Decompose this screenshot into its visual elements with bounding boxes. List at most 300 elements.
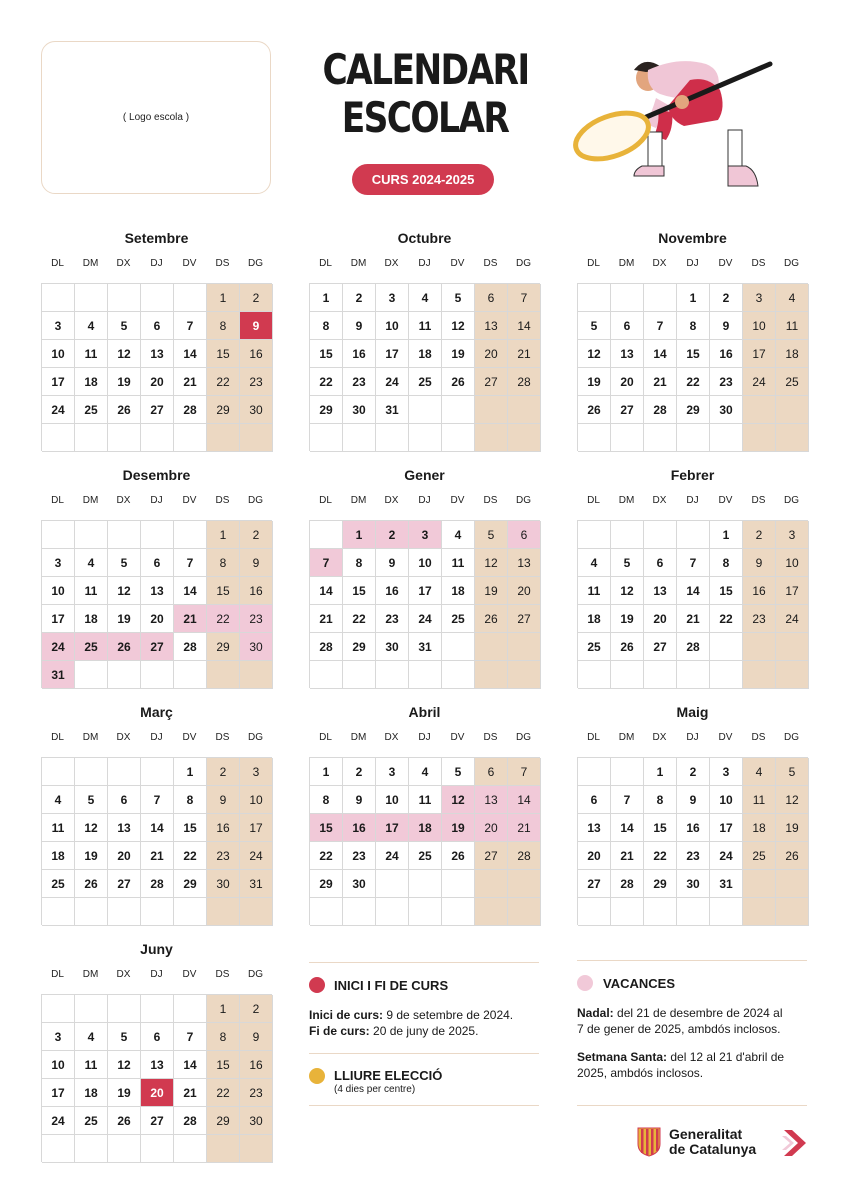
calendar-day: 16 [743, 577, 776, 605]
weekday-label: DL [319, 732, 332, 743]
calendar-empty-cell [240, 424, 273, 452]
weekday-label: DL [587, 495, 600, 506]
month-name: Novembre [658, 230, 727, 246]
calendar-day: 16 [240, 340, 273, 368]
calendar-day: 23 [240, 368, 273, 396]
calendar-empty-cell [578, 661, 611, 689]
calendar-day: 18 [75, 605, 108, 633]
calendar-empty-cell [743, 898, 776, 926]
calendar-day: 1 [310, 284, 343, 312]
calendar-day: 1 [207, 284, 240, 312]
calendar-day: 20 [475, 340, 508, 368]
calendar-day: 6 [108, 786, 141, 814]
calendar-day: 5 [475, 521, 508, 549]
calendar-day: 8 [207, 549, 240, 577]
title-line-2: ESCOLAR [341, 93, 509, 142]
calendar-day: 10 [240, 786, 273, 814]
calendar-empty-cell [310, 898, 343, 926]
calendar-day: 21 [508, 814, 541, 842]
weekday-label: DV [718, 732, 733, 743]
calendar-day: 1 [174, 758, 207, 786]
calendar-day: 30 [240, 1107, 273, 1135]
calendar-day: 6 [141, 1023, 174, 1051]
calendar-day: 11 [578, 577, 611, 605]
calendar-day: 10 [409, 549, 442, 577]
calendar-day: 20 [475, 814, 508, 842]
calendar-day: 17 [743, 340, 776, 368]
calendar-day: 10 [710, 786, 743, 814]
calendar-day: 25 [409, 842, 442, 870]
calendar-day: 9 [376, 549, 409, 577]
calendar-empty-cell [442, 424, 475, 452]
christmas-text [577, 1005, 812, 1037]
calendar-empty-cell [442, 661, 475, 689]
calendar-day: 2 [240, 284, 273, 312]
calendar-day: 1 [310, 758, 343, 786]
calendar-day: 16 [677, 814, 710, 842]
free-choice-dot-icon [309, 1068, 325, 1084]
calendar-day: 20 [508, 577, 541, 605]
calendar-day: 17 [376, 340, 409, 368]
calendar-day: 24 [710, 842, 743, 870]
calendar-day: 1 [207, 521, 240, 549]
calendar-day: 1 [710, 521, 743, 549]
calendar-day: 1 [677, 284, 710, 312]
calendar-day: 22 [310, 842, 343, 870]
calendar-day: 23 [343, 842, 376, 870]
month-name: Juny [140, 941, 173, 957]
calendar-day: 18 [743, 814, 776, 842]
calendar-day: 24 [376, 368, 409, 396]
calendar-day: 23 [240, 1079, 273, 1107]
calendar-day: 29 [310, 870, 343, 898]
calendar-day: 16 [207, 814, 240, 842]
calendar-day: 5 [578, 312, 611, 340]
calendar-day: 19 [108, 368, 141, 396]
calendar-empty-cell [108, 424, 141, 452]
weekday-label: DS [215, 732, 230, 743]
calendar-empty-cell [644, 521, 677, 549]
calendar-day: 22 [310, 368, 343, 396]
calendar-day: 12 [475, 549, 508, 577]
calendar-empty-cell [611, 424, 644, 452]
calendar-day: 30 [343, 870, 376, 898]
calendar-day: 29 [207, 633, 240, 661]
weekday-header [41, 731, 272, 745]
calendar-day: 26 [578, 396, 611, 424]
weekday-label: DS [751, 495, 766, 506]
generalitat-logo [637, 1127, 756, 1157]
weekday-label: DS [483, 495, 498, 506]
calendar-day: 17 [42, 605, 75, 633]
calendar-day: 2 [240, 521, 273, 549]
calendar-day: 29 [644, 870, 677, 898]
weekday-label: DV [182, 495, 197, 506]
calendar-empty-cell [75, 284, 108, 312]
calendar-day: 22 [343, 605, 376, 633]
month-calendar [309, 703, 540, 925]
weekday-label: DS [215, 258, 230, 269]
calendar-day: 5 [108, 312, 141, 340]
calendar-day: 27 [141, 633, 174, 661]
weekday-label: DG [784, 495, 799, 506]
weekday-label: DS [215, 969, 230, 980]
calendar-day: 6 [644, 549, 677, 577]
calendar-day: 20 [141, 605, 174, 633]
calendar-empty-cell [743, 870, 776, 898]
calendar-day: 24 [240, 842, 273, 870]
weekday-header [41, 494, 272, 508]
calendar-day: 13 [611, 340, 644, 368]
weekday-label: DM [82, 732, 99, 743]
calendar-day: 13 [141, 577, 174, 605]
calendar-empty-cell [776, 870, 809, 898]
weekday-label: DS [215, 495, 230, 506]
calendar-day: 15 [644, 814, 677, 842]
month-name: Maig [676, 704, 709, 720]
weekday-label: DS [751, 732, 766, 743]
month-calendar [41, 940, 272, 1162]
calendar-day: 9 [343, 786, 376, 814]
calendar-empty-cell [240, 898, 273, 926]
page-title [323, 46, 528, 142]
calendar-empty-cell [743, 661, 776, 689]
weekday-label: DV [182, 258, 197, 269]
weekday-header [41, 968, 272, 982]
christmas-value-1: del 21 de desembre de 2024 al [613, 1006, 783, 1020]
calendar-empty-cell [310, 661, 343, 689]
calendar-day: 10 [776, 549, 809, 577]
calendar-day: 19 [108, 1079, 141, 1107]
weekday-label: DS [483, 732, 498, 743]
calendar-day: 3 [240, 758, 273, 786]
calendar-day: 9 [677, 786, 710, 814]
calendar-empty-cell [207, 898, 240, 926]
calendar-day: 15 [677, 340, 710, 368]
calendar-day: 29 [174, 870, 207, 898]
calendar-day: 15 [207, 577, 240, 605]
weekday-label: DG [248, 495, 263, 506]
legend-divider [577, 960, 807, 961]
calendar-empty-cell [108, 758, 141, 786]
month-grid [577, 283, 808, 451]
calendar-day: 13 [108, 814, 141, 842]
calendar-day: 3 [42, 312, 75, 340]
calendar-day: 25 [776, 368, 809, 396]
weekday-label: DJ [418, 258, 431, 269]
calendar-day: 27 [578, 870, 611, 898]
calendar-day: 14 [141, 814, 174, 842]
calendar-day: 16 [240, 1051, 273, 1079]
school-logo-placeholder [41, 41, 271, 194]
start-end-dot-icon [309, 977, 325, 993]
calendar-day: 12 [611, 577, 644, 605]
weekday-label: DG [516, 258, 531, 269]
calendar-empty-cell [578, 284, 611, 312]
calendar-day: 2 [343, 758, 376, 786]
calendar-empty-cell [108, 898, 141, 926]
course-start-value: 9 de setembre de 2024. [383, 1008, 514, 1022]
calendar-day: 29 [310, 396, 343, 424]
vacation-dot-icon [577, 975, 593, 991]
calendar-day: 19 [75, 842, 108, 870]
calendar-empty-cell [611, 758, 644, 786]
calendar-empty-cell [141, 1135, 174, 1163]
calendar-day: 23 [677, 842, 710, 870]
month-calendar [309, 229, 540, 451]
calendar-day: 7 [174, 312, 207, 340]
calendar-empty-cell [75, 898, 108, 926]
weekday-label: DL [587, 732, 600, 743]
calendar-day: 20 [611, 368, 644, 396]
calendar-day: 24 [776, 605, 809, 633]
calendar-day: 13 [475, 786, 508, 814]
calendar-day: 25 [409, 368, 442, 396]
calendar-day: 25 [75, 396, 108, 424]
calendar-day: 4 [578, 549, 611, 577]
calendar-empty-cell [644, 284, 677, 312]
course-end-label: Fi de curs: [309, 1024, 370, 1038]
calendar-day: 17 [776, 577, 809, 605]
calendar-day: 18 [75, 368, 108, 396]
calendar-day: 12 [108, 577, 141, 605]
calendar-empty-cell [743, 396, 776, 424]
calendar-empty-cell [343, 424, 376, 452]
calendar-day: 13 [475, 312, 508, 340]
calendar-day: 9 [743, 549, 776, 577]
title-line-1: CALENDARI [322, 45, 529, 94]
weekday-label: DM [82, 495, 99, 506]
calendar-day: 30 [343, 396, 376, 424]
calendar-empty-cell [409, 396, 442, 424]
calendar-day: 22 [710, 605, 743, 633]
calendar-day: 27 [644, 633, 677, 661]
weekday-label: DX [384, 495, 399, 506]
calendar-day: 8 [677, 312, 710, 340]
calendar-empty-cell [611, 898, 644, 926]
course-badge: CURS 2024-2025 [352, 164, 494, 195]
calendar-empty-cell [75, 521, 108, 549]
calendar-day: 20 [578, 842, 611, 870]
legend-divider [577, 1105, 807, 1106]
calendar-day: 26 [442, 842, 475, 870]
calendar-day: 5 [75, 786, 108, 814]
calendar-day: 14 [644, 340, 677, 368]
weekday-header [309, 731, 540, 745]
calendar-empty-cell [174, 424, 207, 452]
calendar-empty-cell [376, 661, 409, 689]
weekday-label: DJ [686, 732, 699, 743]
calendar-day: 5 [776, 758, 809, 786]
weekday-label: DL [51, 258, 64, 269]
calendar-day: 30 [710, 396, 743, 424]
calendar-day: 3 [710, 758, 743, 786]
calendar-empty-cell [710, 633, 743, 661]
calendar-empty-cell [578, 898, 611, 926]
calendar-day: 23 [376, 605, 409, 633]
calendar-day: 22 [207, 368, 240, 396]
legend-divider [309, 962, 539, 963]
weekday-label: DS [751, 258, 766, 269]
calendar-empty-cell [776, 633, 809, 661]
calendar-empty-cell [310, 521, 343, 549]
month-grid [41, 283, 272, 451]
calendar-day: 10 [743, 312, 776, 340]
calendar-day: 25 [442, 605, 475, 633]
calendar-empty-cell [174, 898, 207, 926]
calendar-day: 8 [310, 312, 343, 340]
calendar-day: 18 [42, 842, 75, 870]
weekday-label: DX [116, 258, 131, 269]
calendar-empty-cell [475, 898, 508, 926]
calendar-day: 24 [42, 396, 75, 424]
calendar-day: 19 [611, 605, 644, 633]
weekday-label: DJ [418, 732, 431, 743]
month-calendar [41, 703, 272, 925]
calendar-day: 10 [376, 786, 409, 814]
calendar-day: 28 [677, 633, 710, 661]
calendar-empty-cell [75, 758, 108, 786]
calendar-empty-cell [108, 1135, 141, 1163]
calendar-day: 31 [710, 870, 743, 898]
weekday-label: DX [116, 732, 131, 743]
calendar-day: 10 [376, 312, 409, 340]
calendar-day: 8 [174, 786, 207, 814]
weekday-header [577, 731, 808, 745]
calendar-day: 7 [508, 284, 541, 312]
calendar-empty-cell [611, 521, 644, 549]
calendar-empty-cell [409, 870, 442, 898]
calendar-day: 3 [376, 284, 409, 312]
calendar-day: 30 [207, 870, 240, 898]
calendar-day: 24 [409, 605, 442, 633]
calendar-day: 15 [343, 577, 376, 605]
weekday-label: DG [784, 732, 799, 743]
month-name: Gener [404, 467, 445, 483]
calendar-day: 28 [174, 396, 207, 424]
calendar-day: 20 [141, 1079, 174, 1107]
month-name: Setembre [124, 230, 189, 246]
weekday-label: DS [483, 258, 498, 269]
month-grid [41, 994, 272, 1162]
calendar-day: 11 [409, 312, 442, 340]
calendar-day: 18 [442, 577, 475, 605]
weekday-label: DG [248, 969, 263, 980]
calendar-day: 1 [644, 758, 677, 786]
calendar-day: 12 [108, 1051, 141, 1079]
calendar-day: 22 [207, 605, 240, 633]
course-start-text [309, 1007, 513, 1023]
vacation-title: VACANCES [603, 976, 675, 991]
brand-line-2: de Catalunya [669, 1141, 757, 1157]
calendar-day: 23 [743, 605, 776, 633]
calendar-day: 18 [409, 814, 442, 842]
calendar-day: 29 [207, 1107, 240, 1135]
calendar-day: 28 [310, 633, 343, 661]
course-end-text [309, 1023, 478, 1039]
weekday-header [577, 257, 808, 271]
calendar-day: 10 [42, 340, 75, 368]
calendar-day: 11 [42, 814, 75, 842]
calendar-empty-cell [141, 898, 174, 926]
calendar-empty-cell [508, 424, 541, 452]
calendar-empty-cell [508, 870, 541, 898]
calendar-day: 29 [343, 633, 376, 661]
calendar-day: 2 [743, 521, 776, 549]
calendar-day: 25 [578, 633, 611, 661]
calendar-day: 27 [611, 396, 644, 424]
calendar-day: 26 [108, 396, 141, 424]
calendar-day: 7 [174, 549, 207, 577]
calendar-day: 12 [578, 340, 611, 368]
calendar-day: 7 [141, 786, 174, 814]
calendar-day: 10 [42, 1051, 75, 1079]
calendar-day: 20 [108, 842, 141, 870]
calendar-day: 12 [75, 814, 108, 842]
calendar-day: 11 [75, 1051, 108, 1079]
calendar-empty-cell [611, 661, 644, 689]
calendar-day: 21 [141, 842, 174, 870]
calendar-day: 4 [743, 758, 776, 786]
month-name: Desembre [122, 467, 191, 483]
calendar-day: 27 [108, 870, 141, 898]
calendar-day: 23 [343, 368, 376, 396]
calendar-empty-cell [475, 870, 508, 898]
weekday-label: DJ [150, 258, 163, 269]
weekday-header [309, 494, 540, 508]
calendar-empty-cell [141, 661, 174, 689]
calendar-day: 13 [141, 1051, 174, 1079]
calendar-day: 15 [710, 577, 743, 605]
calendar-day: 4 [409, 284, 442, 312]
calendar-day: 7 [611, 786, 644, 814]
weekday-label: DX [384, 258, 399, 269]
calendar-day: 27 [141, 1107, 174, 1135]
weekday-label: DJ [150, 495, 163, 506]
chevron-right-icon [780, 1128, 810, 1158]
calendar-day: 28 [508, 842, 541, 870]
legend-divider [309, 1105, 539, 1106]
calendar-day: 21 [677, 605, 710, 633]
calendar-day: 28 [508, 368, 541, 396]
calendar-empty-cell [644, 661, 677, 689]
calendar-day: 11 [409, 786, 442, 814]
calendar-empty-cell [42, 898, 75, 926]
calendar-day: 13 [644, 577, 677, 605]
month-calendar [41, 466, 272, 688]
easter-value-2: 2025, ambdós inclosos. [577, 1066, 704, 1080]
calendar-day: 16 [240, 577, 273, 605]
calendar-empty-cell [75, 1135, 108, 1163]
calendar-empty-cell [343, 898, 376, 926]
calendar-day: 21 [310, 605, 343, 633]
weekday-label: DM [82, 258, 99, 269]
calendar-day: 8 [644, 786, 677, 814]
weekday-label: DV [450, 495, 465, 506]
calendar-empty-cell [710, 424, 743, 452]
calendar-day: 13 [578, 814, 611, 842]
calendar-day: 29 [207, 396, 240, 424]
calendar-empty-cell [409, 424, 442, 452]
course-end-value: 20 de juny de 2025. [369, 1024, 479, 1038]
calendar-day: 2 [376, 521, 409, 549]
calendar-empty-cell [508, 898, 541, 926]
calendar-day: 3 [42, 1023, 75, 1051]
weekday-label: DV [450, 732, 465, 743]
calendar-day: 17 [376, 814, 409, 842]
calendar-empty-cell [42, 521, 75, 549]
calendar-day: 9 [240, 1023, 273, 1051]
